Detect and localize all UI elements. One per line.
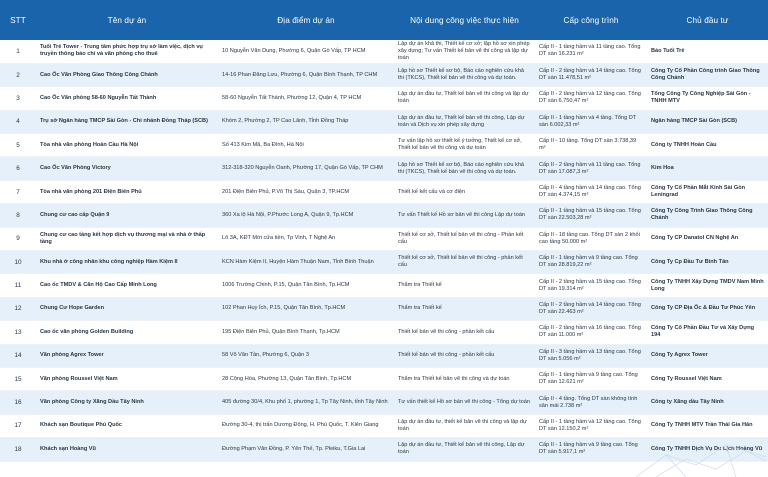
cell-stt: 14 (0, 344, 36, 367)
cell-project-name: Tòa nhà văn phòng Hoàn Cầu Hà Nội (36, 134, 218, 157)
cell-project-name: Cao ốc văn phòng Golden Building (36, 321, 218, 344)
cell-location: Đường 30-4, thị trấn Dương Đông, H. Phú Quốc, T. Kiên Giang (218, 414, 394, 437)
cell-grade: Cấp II - 2 tầng hầm và 11 tầng cao. Tổng DT sàn 17.087,3 m² (535, 157, 647, 180)
table-row (0, 227, 768, 250)
table-row (0, 251, 768, 274)
cell-scope: Lập dự án đầu tư, Thiết kế bản vẽ thi công, Lập dự toán và Dịch vụ xin phép xây dựng (394, 110, 535, 133)
cell-project-name: Chung cư cao cấp Quận 9 (36, 204, 218, 227)
cell-scope: Thiết kế kết cấu và cơ điện (394, 180, 535, 203)
cell-stt: 17 (0, 414, 36, 437)
cell-scope: Tư vấn Thiết kế Hồ sơ bản vẽ thi công Lập dự toán (394, 204, 535, 227)
cell-stt: 5 (0, 134, 36, 157)
table-row (0, 297, 768, 320)
cell-location: Khóm 2, Phường 2, TP Cao Lãnh, Tỉnh Đồng Tháp (218, 110, 394, 133)
cell-scope: Thiết kế cơ sở, Thiết kế bản vẽ thi công - phần kết cấu (394, 251, 535, 274)
cell-owner: Công ty TNHH Hoàn Cầu (647, 134, 768, 157)
cell-owner: Tổng Công Ty Công Nghiệp Sài Gòn - TNHH MTV (647, 87, 768, 110)
cell-stt: 16 (0, 391, 36, 414)
cell-project-name: Cao Ốc Văn Phòng Victory (36, 157, 218, 180)
cell-stt: 7 (0, 180, 36, 203)
cell-owner: Kim Hoa (647, 157, 768, 180)
cell-stt: 13 (0, 321, 36, 344)
header-location: Địa điểm dự án (218, 0, 394, 40)
cell-owner: Công Ty Cổ Phần Đầu Tư và Xây Dựng 194 (647, 321, 768, 344)
cell-owner: Công Ty Công Trình Giao Thông Công Chánh (647, 204, 768, 227)
cell-project-name: Khách sạn Hoàng Vũ (36, 438, 218, 461)
cell-grade: Cấp II - 1 tầng hầm và 9 tầng cao. Tổng DT sàn 5.917,1 m² (535, 438, 647, 461)
cell-project-name: Tòa nhà văn phòng 201 Điện Biên Phủ (36, 180, 218, 203)
cell-scope: Lập dự án khả thi, Thiết kế cơ sở; lập hồ sơ xin phép xây dựng; Tư vấn Thiết kế bản vẽ thi công và lập dự toán (394, 40, 535, 63)
cell-grade: Cấp II - 1 tầng hầm và 15 tầng cao. Tổng DT sàn 22.503,28 m² (535, 204, 647, 227)
cell-project-name: Trụ sở Ngân hàng TMCP Sài Gòn - Chi nhánh Đồng Tháp (SCB) (36, 110, 218, 133)
cell-location: 1006 Trường Chinh, P.15, Quận Tân Bình, Tp.HCM (218, 274, 394, 297)
cell-grade: Cấp II - 2 tầng hầm và 14 tầng cao. Tổng DT sàn 22.463 m² (535, 297, 647, 320)
cell-scope: Thẩm tra Thiết kế bản vẽ thi công và dự toán (394, 367, 535, 390)
cell-owner: Ngân hàng TMCP Sài Gòn (SCB) (647, 110, 768, 133)
cell-owner: Công Ty TNHH Xây Dựng TMDV Nam Minh Long (647, 274, 768, 297)
cell-owner: Công Ty Agrex Tower (647, 344, 768, 367)
cell-scope: Tư vấn lập hồ sơ thiết kế ý tưởng, Thiết kế cơ sở, Thiết kế bản vẽ thi công và dự toán (394, 134, 535, 157)
table-body (0, 40, 768, 461)
header-project-name: Tên dự án (36, 0, 218, 40)
table-row (0, 367, 768, 390)
table-row (0, 63, 768, 86)
cell-project-name: Cao ốc TMDV & Căn Hộ Cao Cấp Minh Long (36, 274, 218, 297)
cell-location: 195 Điện Biên Phủ, Quận Bình Thạnh, Tp.HCM (218, 321, 394, 344)
header-stt: STT (0, 0, 36, 40)
cell-grade: Cấp II - 4 tầng. Tổng DT sàn không tính sân mái 2.738 m² (535, 391, 647, 414)
cell-location: 58-60 Nguyễn Tất Thành, Phường 12, Quận 4, TP HCM (218, 87, 394, 110)
cell-grade: Cấp II - 2 tầng hầm và 12 tầng cao. Tổng DT sàn 6.750,47 m² (535, 87, 647, 110)
cell-scope: Thẩm tra Thiết kế (394, 274, 535, 297)
cell-stt: 10 (0, 251, 36, 274)
cell-stt: 18 (0, 438, 36, 461)
table-row (0, 391, 768, 414)
cell-stt: 6 (0, 157, 36, 180)
cell-scope: Thiết kế bản vẽ thi công - phần kết cấu (394, 344, 535, 367)
cell-scope: Tư vấn thiết kế Hồ sơ bản vẽ thi công - Tổng dự toán (394, 391, 535, 414)
cell-stt: 1 (0, 40, 36, 63)
table-row (0, 438, 768, 461)
cell-owner: Báo Tuổi Trẻ (647, 40, 768, 63)
cell-project-name: Văn phòng Công ty Xăng Dầu Tây Ninh (36, 391, 218, 414)
header-scope: Nội dung công việc thực hiện (394, 0, 535, 40)
header-owner: Chủ đầu tư (647, 0, 768, 40)
cell-stt: 3 (0, 87, 36, 110)
cell-grade: Cấp II - 1 tầng hầm và 9 tầng cao. Tổng DT sàn 12.621 m² (535, 367, 647, 390)
cell-grade: Cấp II - 1 tầng hầm và 9 tầng cao. Tổng DT sàn 28.819,22 m² (535, 251, 647, 274)
cell-project-name: Văn phòng Agrex Tower (36, 344, 218, 367)
cell-owner: Công Ty Cổ Phần Công trình Giao Thông Công Chánh (647, 63, 768, 86)
table-row (0, 157, 768, 180)
cell-grade: Cấp II - 4 tầng hầm và 14 tầng cao. Tổng DT sàn 4.374,15 m² (535, 180, 647, 203)
cell-owner: Công Ty CP Địa Ốc & Đầu Tư Phúc Yên (647, 297, 768, 320)
cell-grade: Cấp II - 3 tầng hầm và 13 tầng cao. Tổng DT sàn 5.056 m² (535, 344, 647, 367)
cell-grade: Cấp II - 2 tầng hầm và 16 tầng cao. Tổng DT sàn 11.000 m² (535, 321, 647, 344)
cell-scope: Thẩm tra Thiết kế (394, 297, 535, 320)
cell-owner: Công Ty Roussel Việt Nam (647, 367, 768, 390)
header-grade: Cấp công trình (535, 0, 647, 40)
table-row (0, 40, 768, 63)
table-row (0, 274, 768, 297)
cell-project-name: Cao Ốc Văn phòng 58-60 Nguyễn Tất Thành (36, 87, 218, 110)
cell-grade: Cấp II - 1 tầng hầm và 12 tầng cao. Tổng DT sàn 12.150,2 m² (535, 414, 647, 437)
table-header-row (0, 0, 768, 40)
cell-location: KCN Hàm Kiệm II, Huyện Hàm Thuận Nam, Tỉnh Bình Thuận (218, 251, 394, 274)
cell-grade: Cấp II - 2 tầng hầm và 15 tầng cao. Tổng DT sàn 19.314 m² (535, 274, 647, 297)
cell-owner: Công Ty CP Danatol CN Nghệ An (647, 227, 768, 250)
cell-location: 10 Nguyễn Văn Dung, Phường 6, Quận Gò Vấp, TP HCM (218, 40, 394, 63)
cell-scope: Thiết kế bản vẽ thi công - phần kết cấu (394, 321, 535, 344)
cell-grade: Cấp II - 2 tầng hầm và 14 tầng cao. Tổng DT sàn 11.478,51 m² (535, 63, 647, 86)
cell-stt: 4 (0, 110, 36, 133)
cell-scope: Lập hồ sơ Thiết kế sơ bộ, Báo cáo nghiên cứu khả thi (TKCS), Thiết kế bản vẽ thi công và dự toán. (394, 63, 535, 86)
cell-owner: Công Ty TNHH Dịch Vụ Du Lịch Hoàng Vũ (647, 438, 768, 461)
cell-location: 14-16 Phan Đăng Lưu, Phường 6, Quận Bình Thạnh, TP CHM (218, 63, 394, 86)
cell-stt: 8 (0, 204, 36, 227)
cell-stt: 11 (0, 274, 36, 297)
cell-project-name: Khu nhà ở công nhân khu công nghiệp Hàm Kiệm II (36, 251, 218, 274)
cell-location: 360 Xa lộ Hà Nội, P.Phước Long A, Quận 9, Tp.HCM (218, 204, 394, 227)
cell-grade: Cấp II - 10 tầng. Tổng DT sàn 3.738,39 m² (535, 134, 647, 157)
cell-project-name: Khách sạn Boutique Phú Quốc (36, 414, 218, 437)
table-row (0, 134, 768, 157)
cell-project-name: Cao Ốc Văn Phòng Giao Thông Công Chánh (36, 63, 218, 86)
cell-project-name: Tuổi Trẻ Tower - Trung tâm phức hợp trụ sở làm việc, dịch vụ truyền thông báo chí và văn phòng cho thuê (36, 40, 218, 63)
cell-project-name: Chung cư cao tầng kết hợp dịch vụ thương mại và nhà ở thấp tầng (36, 227, 218, 250)
cell-owner: Công ty Xăng dầu Tây Ninh (647, 391, 768, 414)
cell-location: Số 413 Kim Mã, Ba Đình, Hà Nội (218, 134, 394, 157)
cell-location: Lô 3A, KĐT Mới cửa tiền, Tp Vinh, T Nghệ An (218, 227, 394, 250)
cell-scope: Lập dự án đầu tư, Thiết kế bản vẽ thi công, Lập dự toán (394, 438, 535, 461)
cell-location: 201 Điện Biên Phủ, P.Võ Thị Sáu, Quận 3, TP.HCM (218, 180, 394, 203)
cell-grade: Cấp II - 1 tầng hầm và 4 tầng. Tổng DT sàn 6.002,33 m² (535, 110, 647, 133)
cell-grade: Cấp II - 18 tầng cao. Tổng DT sàn 2 khối cao tầng 50.000 m² (535, 227, 647, 250)
cell-location: 28 Cộng Hòa, Phường 13, Quận Tân Bình, Tp.HCM (218, 367, 394, 390)
cell-scope: Lập dự án đầu tư, Thiết kế bản vẽ thi công và lập dự toán (394, 87, 535, 110)
table-row (0, 110, 768, 133)
cell-location: 312-318-320 Nguyễn Oanh, Phường 17, Quận Gò Vấp, TP CHM (218, 157, 394, 180)
cell-owner: Công Ty Cổ Phần Mắt Kính Sài Gòn Leningrad (647, 180, 768, 203)
table-row (0, 321, 768, 344)
table-row (0, 414, 768, 437)
cell-owner: Công Ty TNHH MTV Trần Thái Gia Hân (647, 414, 768, 437)
cell-stt: 12 (0, 297, 36, 320)
cell-scope: Thiết kế cơ sở, Thiết kế bản vẽ thi công - Phần kết cấu (394, 227, 535, 250)
table-row (0, 204, 768, 227)
table-row (0, 180, 768, 203)
cell-location: 102 Phan Huy Ích, P.15, Quận Tân Bình, Tp.HCM (218, 297, 394, 320)
cell-scope: Lập hồ sơ Thiết kế sơ bộ, Báo cáo nghiên cứu khả thi (TKCS), Thiết kế bản vẽ thi công và dự toán. (394, 157, 535, 180)
cell-stt: 9 (0, 227, 36, 250)
cell-project-name: Văn phòng Roussel Việt Nam (36, 367, 218, 390)
cell-project-name: Chung Cư Hope Garden (36, 297, 218, 320)
cell-location: 58 Võ Văn Tần, Phường 6, Quận 3 (218, 344, 394, 367)
table-row (0, 87, 768, 110)
cell-stt: 15 (0, 367, 36, 390)
cell-scope: Lập dự án đầu tư, thiết kế bản vẽ thi công và lập dự toán (394, 414, 535, 437)
cell-location: 405 đường 30/4, Khu phố 1, phường 1, Tp Tây Ninh, tỉnh Tây Ninh (218, 391, 394, 414)
cell-owner: Công Ty Cp Đầu Tư Bình Tân (647, 251, 768, 274)
cell-stt: 2 (0, 63, 36, 86)
cell-grade: Cấp II - 1 tầng hầm và 11 tầng cao. Tổng DT sàn 16.231 m² (535, 40, 647, 63)
table-row (0, 344, 768, 367)
cell-location: Đường Phạm Văn Đồng, P. Yên Thế, Tp. Pleiku, T.Gia Lai (218, 438, 394, 461)
